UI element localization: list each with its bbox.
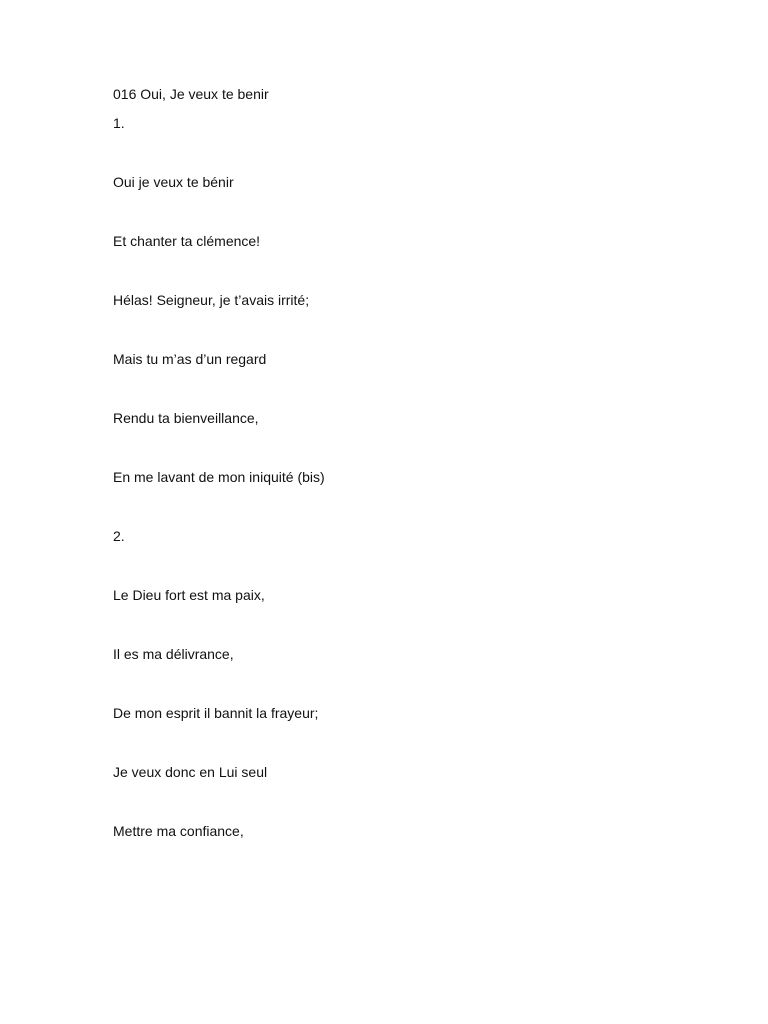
lyric-line: Mettre ma confiance, xyxy=(113,823,244,839)
verse-number: 1. xyxy=(113,115,125,131)
lyric-line: En me lavant de mon iniquité (bis) xyxy=(113,469,325,485)
lyric-line: Rendu ta bienveillance, xyxy=(113,410,259,426)
lyric-line: Je veux donc en Lui seul xyxy=(113,764,268,780)
document-body xyxy=(113,85,673,840)
lyric-line: Il es ma délivrance, xyxy=(113,646,234,662)
lyric-line: Mais tu m’as d’un regard xyxy=(113,351,267,367)
lyric-line: Hélas! Seigneur, je t’avais irrité; xyxy=(113,292,310,308)
song-title: 016 Oui, Je veux te benir xyxy=(113,86,269,102)
verse-number: 2. xyxy=(113,528,125,544)
lyric-line: Et chanter ta clémence! xyxy=(113,233,261,249)
lyric-line: De mon esprit il bannit la frayeur; xyxy=(113,705,319,721)
lyric-line: Le Dieu fort est ma paix, xyxy=(113,587,265,603)
lyric-line: Oui je veux te bénir xyxy=(113,174,234,190)
